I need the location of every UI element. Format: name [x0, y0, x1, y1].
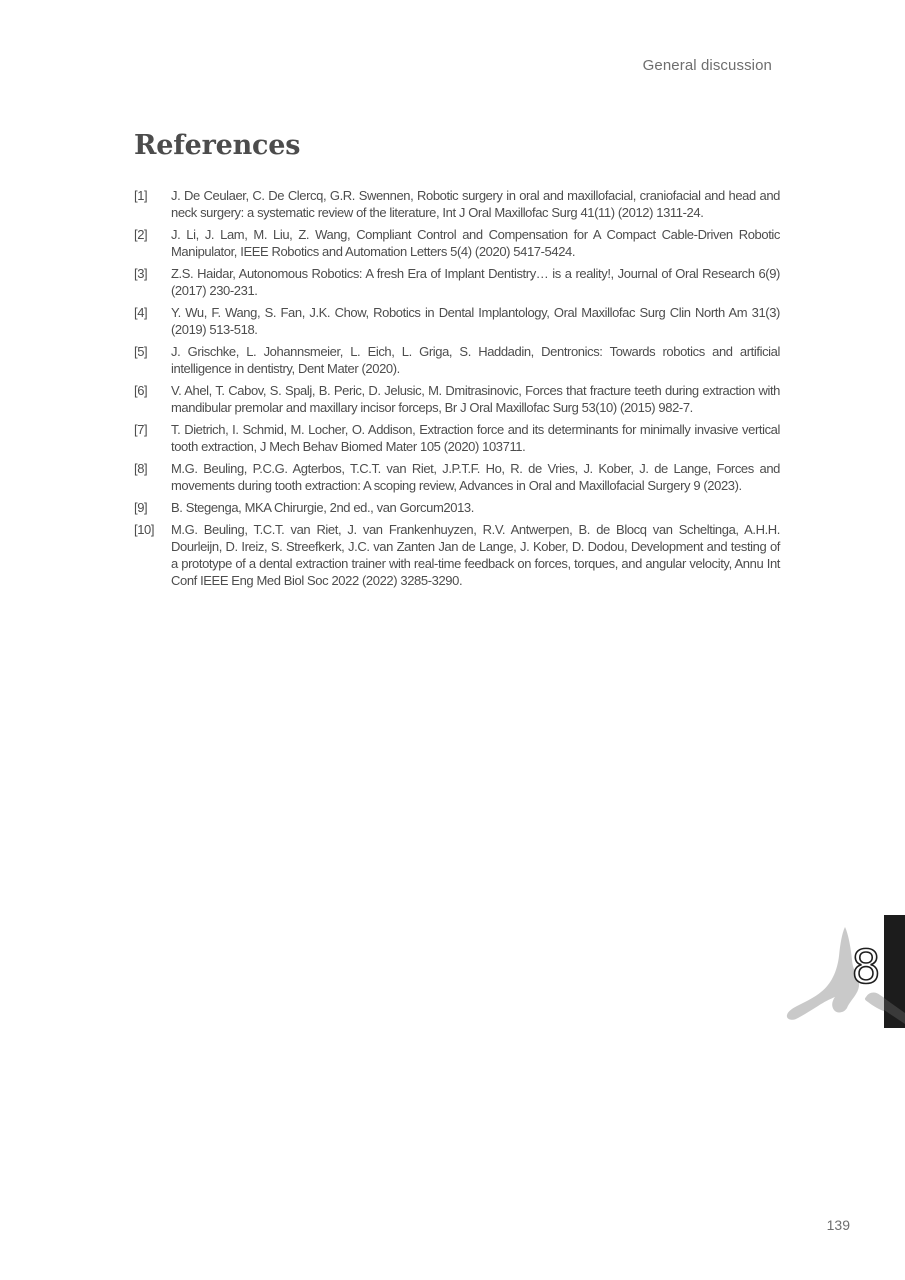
page-title: References — [134, 130, 301, 161]
reference-number: [5] — [134, 344, 148, 359]
reference-item — [134, 521, 780, 589]
reference-item — [134, 382, 780, 416]
chapter-number: 8 — [851, 940, 881, 994]
page-number: 139 — [826, 1217, 850, 1233]
reference-text: T. Dietrich, I. Schmid, M. Locher, O. Addison, Extraction force and its determinants for minimally invasive vertical tooth extraction, J Mech Behav Biomed Mater 105 (2020) 103711. — [171, 422, 780, 454]
reference-text: V. Ahel, T. Cabov, S. Spalj, B. Peric, D. Jelusic, M. Dmitrasinovic, Forces that fracture teeth during extraction with mandibular premolar and maxillary incisor forceps, Br J Oral Maxillofac Surg 53(10) (2015) 982-7. — [171, 383, 780, 415]
reference-item — [134, 187, 780, 221]
running-header: General discussion — [642, 57, 772, 74]
reference-list — [134, 187, 780, 594]
reference-item — [134, 304, 780, 338]
reference-text: J. Grischke, L. Johannsmeier, L. Eich, L. Griga, S. Haddadin, Dentronics: Towards robotics and artificial intelligence in dentistry, Dent Mater (2020). — [171, 344, 780, 376]
chapter-tab — [780, 900, 905, 1045]
reference-text: M.G. Beuling, P.C.G. Agterbos, T.C.T. van Riet, J.P.T.F. Ho, R. de Vries, J. Kober, J. de Lange, Forces and movements during tooth extraction: A scoping review, Advances in Oral and Maxillofacial Surgery 9 (2023). — [171, 461, 780, 493]
reference-number: [3] — [134, 266, 148, 281]
reference-text: B. Stegenga, MKA Chirurgie, 2nd ed., van Gorcum2013. — [171, 500, 474, 515]
reference-text: M.G. Beuling, T.C.T. van Riet, J. van Frankenhuyzen, R.V. Antwerpen, B. de Blocq van Scheltinga, A.H.H. Dourleijn, D. Ireiz, S. Streefkerk, J.C. van Zanten Jan de Lange, J. Kober, D. Dodou, Development and testing of a prototype of a dental extraction trainer with real-time feedback on forces, torques, and angular velocity, Annu Int Conf IEEE Eng Med Biol Soc 2022 (2022) 3285-3290. — [171, 522, 780, 588]
reference-item — [134, 499, 780, 516]
reference-number: [8] — [134, 461, 148, 476]
reference-text: Z.S. Haidar, Autonomous Robotics: A fresh Era of Implant Dentistry… is a reality!, Journal of Oral Research 6(9) (2017) 230-231. — [171, 266, 780, 298]
reference-number: [10] — [134, 522, 155, 537]
reference-item — [134, 265, 780, 299]
reference-text: J. De Ceulaer, C. De Clercq, G.R. Swennen, Robotic surgery in oral and maxillofacial, craniofacial and head and neck surgery: a systematic review of the literature, Int J Oral Maxillofac Surg 41(11) (2012) 1311-24. — [171, 188, 780, 220]
reference-number: [7] — [134, 422, 148, 437]
reference-number: [4] — [134, 305, 148, 320]
reference-item — [134, 421, 780, 455]
reference-item — [134, 343, 780, 377]
reference-text: Y. Wu, F. Wang, S. Fan, J.K. Chow, Robotics in Dental Implantology, Oral Maxillofac Surg Clin North Am 31(3) (2019) 513-518. — [171, 305, 780, 337]
reference-number: [6] — [134, 383, 148, 398]
reference-text: J. Li, J. Lam, M. Liu, Z. Wang, Compliant Control and Compensation for A Compact Cable-Driven Robotic Manipulator, IEEE Robotics and Automation Letters 5(4) (2020) 5417-5424. — [171, 227, 780, 259]
reference-number: [1] — [134, 188, 148, 203]
reference-number: [9] — [134, 500, 148, 515]
reference-item — [134, 226, 780, 260]
reference-item — [134, 460, 780, 494]
reference-number: [2] — [134, 227, 148, 242]
